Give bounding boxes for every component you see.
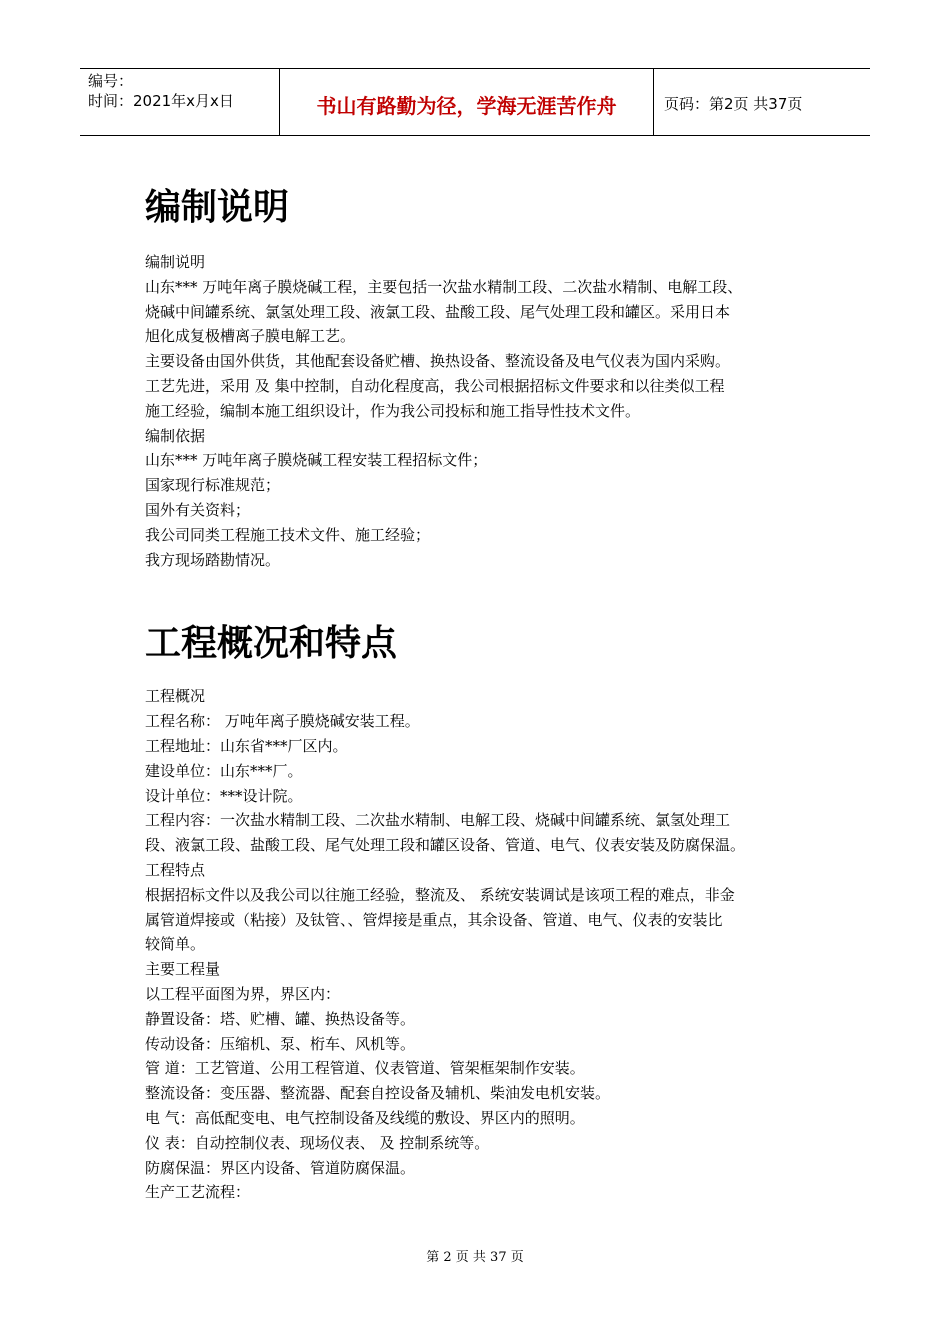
paragraph-line: 仪 表：自动控制仪表、现场仪表、 及 控制系统等。 [145, 1133, 490, 1152]
header-meta [80, 69, 280, 135]
paragraph-line: 编制说明 [145, 253, 206, 271]
paragraph-line: 建设单位：山东***厂。 [145, 761, 303, 780]
page-header [80, 68, 870, 136]
paragraph-line: 传动设备：压缩机、泵、桁车、风机等。 [145, 1034, 416, 1053]
paragraph-line: 主要设备由国外供货，其他配套设备贮槽、换热设备、整流设备及电气仪表为国内采购。 [145, 352, 731, 371]
paragraph-line: 主要工程量 [145, 960, 221, 979]
paragraph-line: 整流设备：变压器、整流器、配套自控设备及辅机、柴油发电机安装。 [145, 1084, 611, 1103]
paragraph-line: 防腐保温：界区内设备、管道防腐保温。 [145, 1158, 416, 1177]
paragraph-line: 我公司同类工程施工技术文件、施工经验； [145, 525, 431, 544]
paragraph-line: 属管道焊接或（粘接）及钛管、、管焊接是重点，其余设备、管道、电气、仪表的安装比 [145, 910, 723, 929]
paragraph-line: 编制依据 [145, 426, 206, 445]
paragraph-line: 生产工艺流程： [145, 1183, 251, 1202]
paragraph-line: 山东*** 万吨年离子膜烧碱工程安装工程招标文件； [145, 451, 488, 470]
paragraph-line: 电 气：高低配变电、电气控制设备及线缆的敷设、界区内的照明。 [145, 1108, 585, 1127]
section-overview-body [145, 684, 825, 1205]
paragraph-line: 段、液氯工段、盐酸工段、尾气处理工段和罐区设备、管道、电气、仪表安装及防腐保温。 [145, 836, 746, 855]
paragraph-line: 烧碱中间罐系统、氯氢处理工段、液氯工段、盐酸工段、尾气处理工段和罐区。采用日本 [145, 302, 731, 321]
paragraph-line: 静置设备：塔、贮槽、罐、换热设备等。 [145, 1009, 416, 1028]
paragraph-line: 根据招标文件以及我公司以往施工经验，整流及、 系统安装调试是该项工程的难点，非金 [145, 885, 735, 904]
page-footer: 第 2 页 共 37 页 [426, 1250, 524, 1265]
document-number-label: 编号： [88, 72, 134, 90]
section-title-overview: 工程概况和特点 [145, 623, 398, 665]
paragraph-line: 工程特点 [145, 860, 206, 879]
section-compilation-body [145, 250, 825, 572]
section-title-compilation: 编制说明 [145, 187, 290, 228]
paragraph-line: 施工经验，编制本施工组织设计，作为我公司投标和施工指导性技术文件。 [145, 401, 641, 420]
paragraph-line: 工程地址：山东省***厂区内。 [145, 736, 348, 755]
header-page-info: 页码：第2页 共37页 [664, 94, 803, 113]
paragraph-line: 工艺先进，采用 及 集中控制，自动化程度高，我公司根据招标文件要求和以往类似工程 [145, 376, 725, 395]
paragraph-line: 较简单。 [145, 935, 206, 954]
document-body [145, 180, 825, 1205]
paragraph-line: 设计单位：***设计院。 [145, 786, 303, 805]
document-time: 时间：2021年x月x日 [88, 92, 234, 110]
paragraph-line: 国家现行标准规范； [145, 476, 281, 495]
paragraph-line: 工程概况 [145, 687, 206, 706]
paragraph-line: 工程内容：一次盐水精制工段、二次盐水精制、电解工段、烧碱中间罐系统、氯氢处理工 [145, 811, 731, 830]
paragraph-line: 旭化成复极槽离子膜电解工艺。 [145, 327, 356, 346]
header-motto: 书山有路勤为径，学海无涯苦作舟 [280, 69, 654, 135]
paragraph-line: 山东*** 万吨年离子膜烧碱工程，主要包括一次盐水精制工段、二次盐水精制、电解工段、 [145, 277, 743, 296]
paragraph-line: 管 道：工艺管道、公用工程管道、仪表管道、管架框架制作安装。 [145, 1059, 585, 1078]
paragraph-line: 我方现场踏勘情况。 [145, 550, 281, 569]
paragraph-line: 工程名称： 万吨年离子膜烧碱安装工程。 [145, 712, 420, 731]
paragraph-line: 以工程平面图为界，界区内： [145, 984, 341, 1003]
paragraph-line: 国外有关资料； [145, 500, 251, 519]
